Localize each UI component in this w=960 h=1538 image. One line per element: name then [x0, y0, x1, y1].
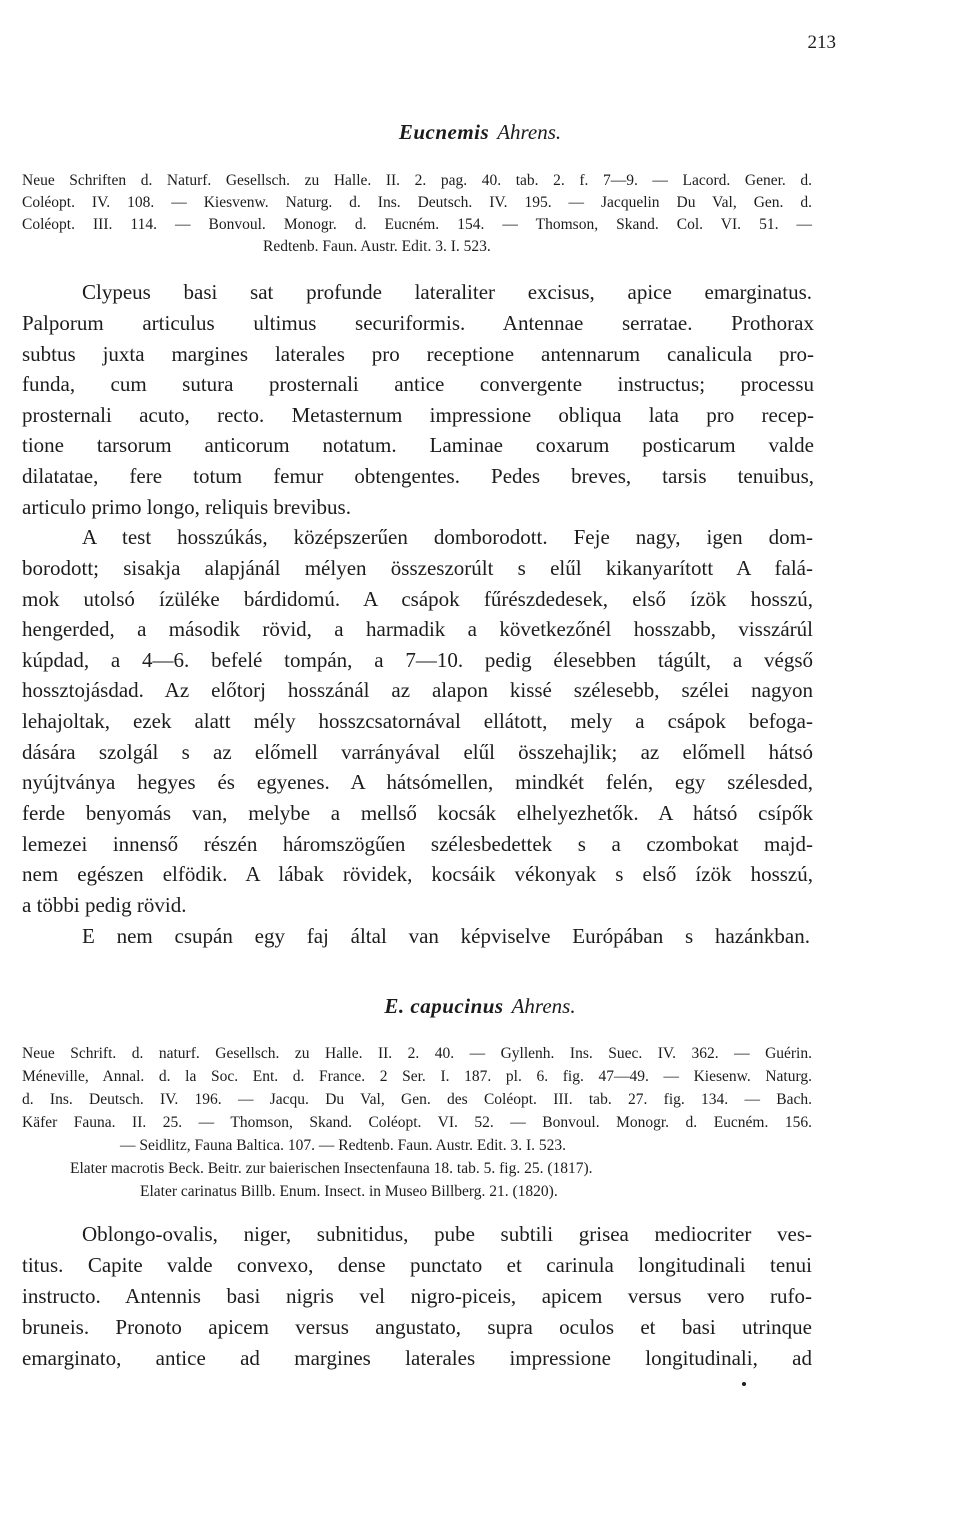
synonym-line: Elater carinatus Billb. Enum. Insect. in Museo Billberg. 21. (1820). — [140, 1183, 558, 1200]
latin-description-line: articulo primo longo, reliquis brevibus. — [22, 495, 351, 519]
species-reference-line: Käfer Fauna. II. 25. — Thomson, Skand. Coléopt. VI. 52. — Bonvoul. Monogr. d. Eucném. 156. — [22, 1114, 812, 1131]
species-author: Ahrens. — [511, 994, 576, 1018]
page-number: 213 — [807, 32, 836, 53]
hungarian-description-line: borodott; sisakja alapjánál mélyen összeszorúlt s elűl kikanyarított A falá- — [22, 556, 813, 580]
hungarian-description-line: dására szolgál s az előmell varrányával elűl összehajlik; az előmell hátsó — [22, 740, 813, 764]
genus-reference-line: Coléopt. IV. 108. — Kiesvenw. Naturg. d. Ins. Deutsch. IV. 195. — Jacquelin Du Val, Gen. d. — [22, 194, 812, 211]
ink-dot-mark — [742, 1382, 746, 1386]
hungarian-description-line: nem egészen elfödik. A lábak rövidek, kocsáik vékonyak s első ízök hosszú, — [22, 862, 813, 886]
hungarian-description-line: ferde benyomás van, melybe a mellső kocsák elhelyezhetők. A hátsó csípők — [22, 801, 813, 825]
hungarian-description-line: A test hosszúkás, középszerűen domborodott. Feje nagy, igen dom- — [82, 525, 813, 549]
genus-reference-line: Redtenb. Faun. Austr. Edit. 3. I. 523. — [263, 238, 491, 255]
hungarian-description-line: nyújtványa hegyes és egyenes. A hátsómellen, mindkét felén, egy szélesded, — [22, 770, 813, 794]
species-description-line: instructo. Antennis basi nigris vel nigro-piceis, apicem versus vero rufo- — [22, 1284, 812, 1308]
species-reference-line: d. Ins. Deutsch. IV. 196. — Jacqu. Du Val, Gen. des Coléopt. III. tab. 27. fig. 134. — Bach. — [22, 1091, 812, 1108]
species-description-line: bruneis. Pronoto apicem versus angustato, supra oculos et basi utrinque — [22, 1315, 812, 1339]
species-description-line: Oblongo-ovalis, niger, subnitidus, pube subtili grisea mediocriter ves- — [82, 1222, 812, 1246]
species-reference-line: — Seidlitz, Fauna Baltica. 107. — Redtenb. Faun. Austr. Edit. 3. I. 523. — [120, 1137, 567, 1154]
hungarian-description-line: hossztojásdad. Az előtorj hosszánál az alapon kissé szélesebb, szélei nagyon — [22, 678, 813, 702]
species-reference-line: Méneville, Annal. d. la Soc. Ent. d. France. 2 Ser. I. 187. pl. 6. fig. 47—49. — Kiesenw. Naturg. — [22, 1068, 812, 1085]
latin-description-line: Palporum articulus ultimus securiformis. Antennae serratae. Prothorax — [22, 311, 814, 335]
genus-reference-line: Neue Schriften d. Naturf. Gesellsch. zu Halle. II. 2. pag. 40. tab. 2. f. 7—9. — Lacord. Gener. d. — [22, 172, 812, 189]
species-heading — [0, 994, 960, 1019]
species-description-line: titus. Capite valde convexo, dense punctato et carinula longitudinali tenui — [22, 1253, 812, 1277]
hungarian-description-line: lehajoltak, ezek alatt mély hosszcsatornával ellátott, mely a csápok befoga- — [22, 709, 813, 733]
hungarian-description-line: a többi pedig rövid. — [22, 893, 187, 917]
genus-heading — [0, 120, 960, 145]
latin-description-line: Clypeus basi sat profunde lateraliter excisus, apice emarginatus. — [82, 280, 812, 304]
latin-description-line: tione tarsorum anticorum notatum. Laminae coxarum posticarum valde — [22, 433, 814, 457]
latin-description-line: prosternali acuto, recto. Metasternum impressione obliqua lata pro recep- — [22, 403, 814, 427]
latin-description-line: funda, cum sutura prosternali antice convergente instructus; processu — [22, 372, 814, 396]
latin-description-line: subtus juxta margines laterales pro receptione antennarum canalicula pro- — [22, 342, 814, 366]
hungarian-description-line: hengerded, a második rövid, a harmadik a következőnél hosszabb, visszárúl — [22, 617, 813, 641]
latin-description-line: dilatatae, fere totum femur obtengentes. Pedes breves, tarsis tenuibus, — [22, 464, 814, 488]
distribution-line: E nem csupán egy faj által van képviselve Európában s hazánkban. — [82, 924, 810, 948]
species-description-line: emarginato, antice ad margines laterales impressione longitudinali, ad — [22, 1346, 812, 1370]
hungarian-description-line: lemezei innenső részén háromszögűen szélesbedettek s a czombokat majd- — [22, 832, 813, 856]
genus-name: Eucnemis — [398, 120, 490, 144]
hungarian-description-line: kúpdad, a 4—6. befelé tompán, a 7—10. pedig élesebben tágúlt, a végső — [22, 648, 813, 672]
genus-reference-line: Coléopt. III. 114. — Bonvoul. Monogr. d. Eucném. 154. — Thomson, Skand. Col. VI. 51. — — [22, 216, 812, 233]
species-reference-line: Neue Schrift. d. naturf. Gesellsch. zu Halle. II. 2. 40. — Gyllenh. Ins. Suec. IV. 362. — Guérin. — [22, 1045, 812, 1062]
hungarian-description-line: mok utolsó ízüléke bárdidomú. A csápok fűrészdedesek, első ízök hosszú, — [22, 587, 813, 611]
genus-author: Ahrens. — [497, 120, 562, 144]
synonym-line: Elater macrotis Beck. Beitr. zur baierischen Insectenfauna 18. tab. 5. fig. 25. (1817). — [70, 1160, 593, 1177]
species-name: E. capucinus — [384, 994, 504, 1018]
